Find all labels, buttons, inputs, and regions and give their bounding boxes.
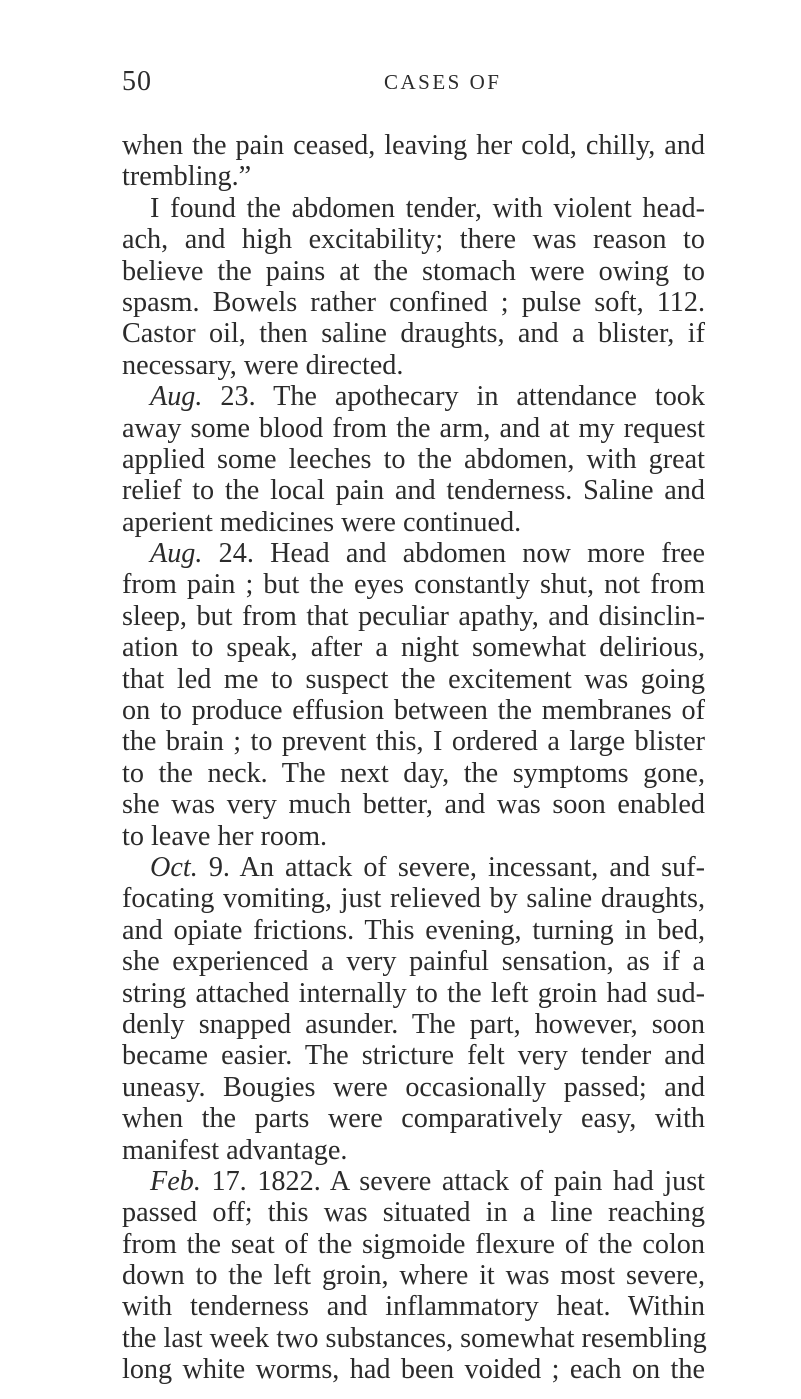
line-text: 23. The apothecary in attendance took <box>202 381 705 413</box>
text-line <box>122 1166 705 1197</box>
page-header <box>122 66 702 106</box>
text-line <box>122 695 705 726</box>
line-text: to leave her room. <box>122 820 328 852</box>
line-text: on to produce effusion between the membranes of <box>122 695 705 727</box>
line-text: 24. Head and abdomen now more free <box>202 538 705 570</box>
line-text: ach, and high excitability; there was reason to <box>122 224 705 256</box>
text-line <box>122 444 705 475</box>
line-text: she was very much better, and was soon enabled <box>122 789 705 821</box>
text-line <box>122 350 705 381</box>
text-line <box>122 538 705 569</box>
line-text: ation to speak, after a night somewhat delirious, <box>122 632 705 664</box>
line-text: she experienced a very painful sensation, as if a <box>122 946 705 978</box>
line-text: uneasy. Bougies were occasionally passed; and <box>122 1071 705 1103</box>
line-text: 17. 1822. A severe attack of pain had just <box>200 1165 705 1197</box>
line-text: long white worms, had been voided ; each on the <box>122 1354 705 1386</box>
line-text: denly snapped asunder. The part, however, soon <box>122 1008 705 1040</box>
text-line <box>122 821 705 852</box>
text-line <box>122 946 705 977</box>
text-line <box>122 632 705 663</box>
line-text: passed off; this was situated in a line reaching <box>122 1197 705 1229</box>
text-line <box>122 915 705 946</box>
text-line <box>122 664 705 695</box>
text-line <box>122 193 705 224</box>
text-line <box>122 1323 705 1354</box>
line-text: the last week two substances, somewhat resembling <box>122 1322 707 1354</box>
line-text: I found the abdomen tender, with violent head- <box>150 192 705 224</box>
running-head: CASES OF <box>384 70 502 94</box>
text-line <box>122 381 705 412</box>
line-text: when the parts were comparatively easy, with <box>122 1103 705 1135</box>
text-line <box>122 978 705 1009</box>
text-line <box>122 130 705 161</box>
line-text: the brain ; to prevent this, I ordered a large blister <box>122 726 705 758</box>
line-text: from pain ; but the eyes constantly shut, not from <box>122 569 705 601</box>
text-line <box>122 318 705 349</box>
text-line <box>122 1291 705 1322</box>
text-line <box>122 224 705 255</box>
text-line <box>122 507 705 538</box>
entry-date: Aug. <box>150 538 203 570</box>
line-text: when the pain ceased, leaving her cold, chilly, and <box>122 130 705 161</box>
line-text: believe the pains at the stomach were owing to <box>122 255 705 287</box>
line-text: trembling.” <box>122 161 252 193</box>
text-line <box>122 601 705 632</box>
line-text: that led me to suspect the excitement was going <box>122 663 705 695</box>
text-line <box>122 413 705 444</box>
line-text: away some blood from the arm, and at my request <box>122 412 705 444</box>
text-line <box>122 852 705 883</box>
line-text: from the seat of the sigmoide flexure of the colon <box>122 1228 705 1260</box>
text-line <box>122 1135 705 1166</box>
line-text: and opiate frictions. This evening, turning in bed, <box>122 914 705 946</box>
line-text: necessary, were directed. <box>122 349 404 381</box>
text-line <box>122 569 705 600</box>
text-line <box>122 1040 705 1071</box>
line-text: sleep, but from that peculiar apathy, and disinclin- <box>122 600 705 632</box>
text-line <box>122 1103 705 1134</box>
text-line <box>122 758 705 789</box>
text-line <box>122 883 705 914</box>
line-text: became easier. The stricture felt very tender and <box>122 1040 705 1072</box>
text-line <box>122 161 705 192</box>
text-line <box>122 256 705 287</box>
line-text: aperient medicines were continued. <box>122 506 522 538</box>
text-line <box>122 287 705 318</box>
text-line <box>122 1354 705 1385</box>
entry-date: Feb. <box>150 1165 201 1197</box>
entry-date: Oct. <box>150 851 198 883</box>
line-text: to the neck. The next day, the symptoms gone, <box>122 757 705 789</box>
text-line <box>122 1197 705 1228</box>
line-text: focating vomiting, just relieved by saline draughts, <box>122 883 705 915</box>
page-number: 50 <box>122 66 152 97</box>
text-line <box>122 1260 705 1291</box>
text-line <box>122 1009 705 1040</box>
line-text: applied some leeches to the abdomen, with great <box>122 443 705 475</box>
line-text: string attached internally to the left groin had sud- <box>122 977 705 1009</box>
line-text: with tenderness and inflammatory heat. Within <box>122 1291 705 1323</box>
text-line <box>122 726 705 757</box>
text-line <box>122 1072 705 1103</box>
text-line <box>122 789 705 820</box>
text-line <box>122 475 705 506</box>
line-text: down to the left groin, where it was most severe, <box>122 1260 705 1292</box>
line-text: 9. An attack of severe, incessant, and suf- <box>197 851 705 883</box>
line-text: spasm. Bowels rather confined ; pulse soft, 112. <box>122 286 705 318</box>
line-text: relief to the local pain and tenderness. Saline and <box>122 475 705 507</box>
body-text <box>122 130 705 1386</box>
line-text: Castor oil, then saline draughts, and a blister, if <box>122 318 705 350</box>
line-text: manifest advantage. <box>122 1134 348 1166</box>
entry-date: Aug. <box>150 381 203 413</box>
text-line <box>122 1229 705 1260</box>
